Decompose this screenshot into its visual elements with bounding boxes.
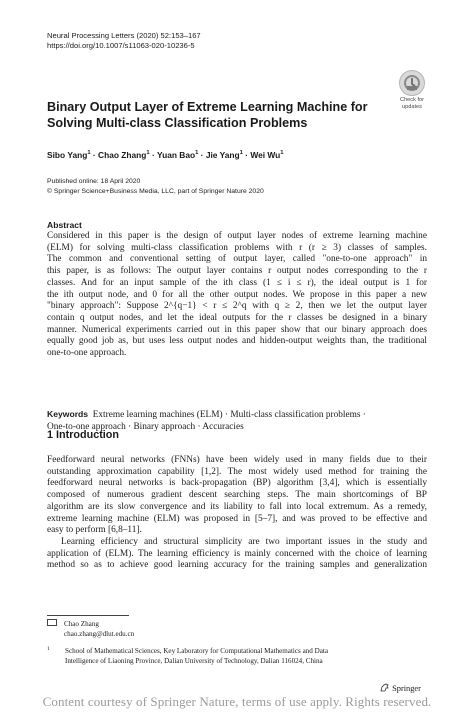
body-line: composed of numerous gradient descent searching steps. The main shortcomings of BP: [47, 490, 427, 501]
abstract-line: The common and conventional setting of output layer, called "one-to-one approach" in: [47, 254, 427, 265]
abstract-line: "binary approach": Suppose 2^{q−1} < r ≤ 2^q with q ≥ 2, then we let the output layer: [47, 301, 427, 312]
body-line: Feedforward neural networks (FNNs) have been widely used in many fields due to their: [47, 455, 427, 465]
abstract-line: this paper, is as follows: The output layer contains r output nodes corresponding to the r: [47, 266, 427, 277]
keywords-line: One-to-one approach · Binary approach · Accuracies: [47, 421, 244, 432]
section-heading: [47, 429, 119, 441]
abstract-heading: Abstract: [47, 220, 82, 230]
publication-info: [47, 177, 264, 197]
author[interactable]: Jie Yang: [205, 150, 240, 160]
abstract-line: equally good job as, but uses less output nodes and hidden-output weights than, the traditional: [47, 336, 427, 347]
body-line: feedforward neural networks is back-propagation (BP) algorithm [3,4], which is essentially: [47, 478, 427, 489]
copyright-line: © Springer Science+Business Media, LLC, part of Springer Nature 2020: [47, 188, 264, 195]
abstract-line: one-to-one approach.: [47, 348, 127, 359]
body-line: method so as to achieve good learning accuracy for the training samples and generalization: [47, 560, 427, 571]
body-line: easy to perform [6,8–11].: [47, 525, 142, 536]
abstract-line: (ELM) for solving multi-class classification problems with r (r ≥ 3) classes of samples.: [47, 242, 427, 253]
author-affiliation-mark: 1: [280, 150, 284, 157]
section-number: 1: [47, 429, 54, 441]
body-text: [47, 455, 427, 572]
update-badge-label: Check for updates: [400, 97, 424, 110]
journal-header: [47, 31, 201, 51]
update-badge-icon: [399, 70, 425, 96]
body-line: algorithm are its slow convergence and its liability to fall into local extremum. As a remedy,: [47, 501, 427, 512]
author-affiliation-mark: 1: [146, 150, 150, 157]
publisher-logo: [380, 683, 421, 693]
springer-horse-icon: [380, 683, 390, 692]
corresponding-author: Chao Zhang: [64, 620, 99, 628]
abstract-line: manner. Numerical experiments carried out in this paper show that our binary approach does: [47, 324, 427, 335]
body-line: outstanding approximation capability [1,2]. The most widely used method for training the: [47, 466, 427, 477]
check-for-updates-badge[interactable]: [396, 70, 428, 110]
author-list: Sibo Yang$^1$ · Chao Zhang$^1$ · Yuan Bao$^1$ · Jie Yang$^1$ · Wei Wu$^1$: [47, 150, 284, 160]
author[interactable]: Chao Zhang: [98, 150, 147, 160]
section-title: Introduction: [56, 429, 119, 441]
body-line: application of (ELM). The learning efficiency is mainly concerned with the choice of learning: [47, 548, 427, 559]
envelope-icon: [47, 619, 57, 626]
abstract-body: [47, 231, 427, 360]
abstract-line: the ith output node, and 0 for all the other output nodes. We propose in this paper a new: [47, 289, 427, 300]
affiliation-footnote: [47, 647, 427, 667]
published-date: Published online: 18 April 2020: [47, 178, 141, 185]
paper-title: Binary Output Layer of Extreme Learning Machine for Solving Multi-class Classification Problems: [47, 100, 368, 130]
journal-citation: Neural Processing Letters (2020) 52:153–167: [47, 31, 201, 40]
keywords-line: Extreme learning machines (ELM) · Multi-class classification problems ·: [92, 410, 366, 420]
corresponding-email[interactable]: chao.zhang@dlut.edu.cn: [64, 630, 135, 638]
affiliation-line: School of Mathematical Sciences, Key Laboratory for Computational Mathematics and Data: [65, 647, 328, 655]
author-affiliation-mark: 1: [195, 150, 199, 157]
body-line: Learning efficiency and structural simplicity are two important issues in the study and: [61, 536, 427, 547]
affiliation-line: Intelligence of Liaoning Province, Dalian University of Technology, Dalian 116024, China: [65, 656, 323, 665]
footnote-divider: [47, 615, 129, 616]
keywords-label: Keywords: [47, 409, 89, 419]
publisher-name: Springer: [392, 684, 421, 693]
correspondence-block: [47, 619, 134, 639]
author[interactable]: Sibo Yang: [47, 150, 88, 160]
author-affiliation-mark: 1: [239, 150, 243, 157]
affiliation-number: 1: [47, 646, 50, 652]
abstract-line: classes. And for an input sample of the ith class (1 ≤ i ≤ r), the ideal output is 1 for: [47, 277, 427, 288]
abstract-line: Considered in this paper is the design of output layer nodes of extreme learning machine: [47, 231, 427, 241]
author-affiliation-mark: 1: [87, 150, 91, 157]
author[interactable]: Yuan Bao: [156, 150, 196, 160]
courtesy-banner: Content courtesy of Springer Nature, terms of use apply. Rights reserved.: [42, 694, 432, 709]
body-line: extreme learning machine (ELM) was proposed in [5–7], and was proved to be effective and: [47, 513, 427, 524]
author[interactable]: Wei Wu: [250, 150, 281, 160]
abstract-line: contain q output nodes, and let the ideal outputs for the r classes be designed in a binary: [47, 312, 427, 323]
doi-link[interactable]: https://doi.org/10.1007/s11063-020-10236-5: [47, 41, 195, 50]
